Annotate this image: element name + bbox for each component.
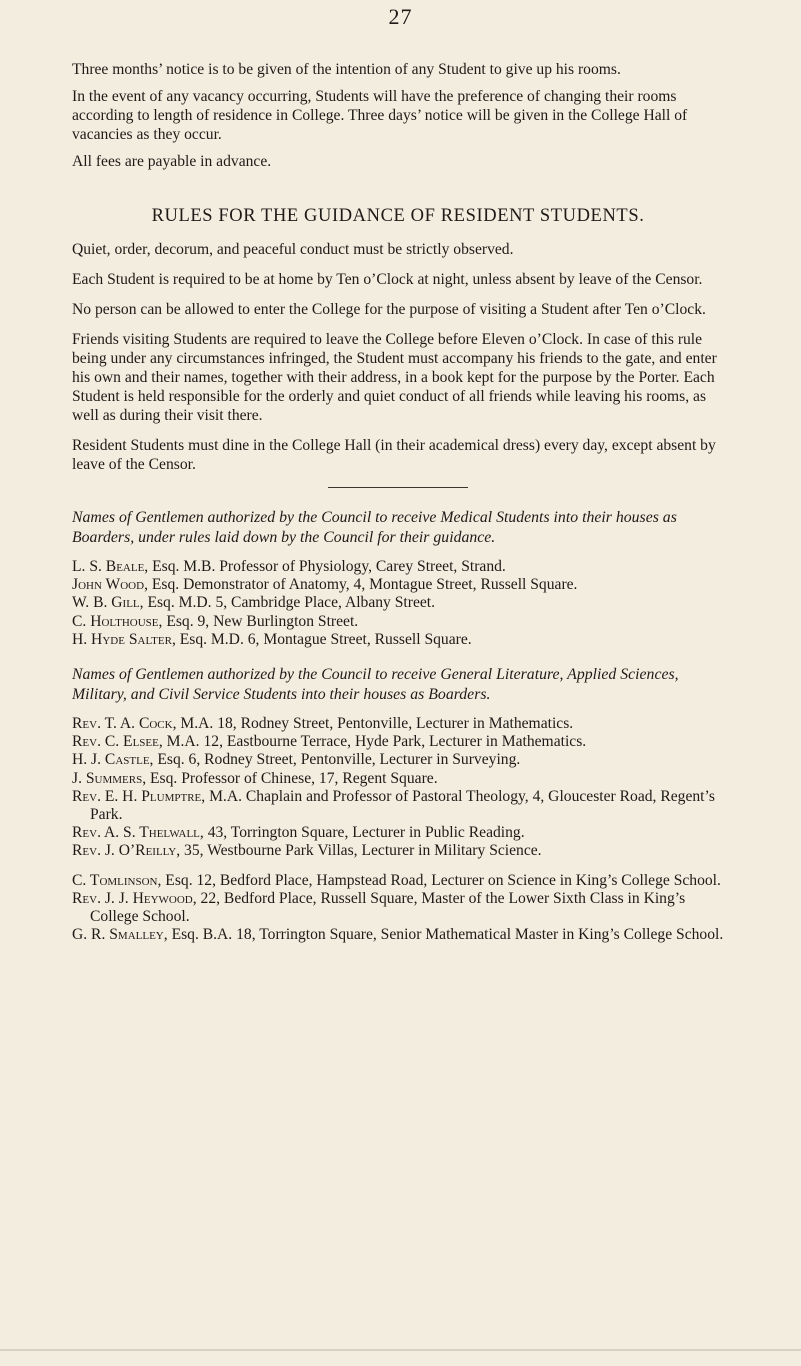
boarder-name: L. S. Beale [72, 558, 145, 575]
boarder-details: , Esq. 12, Bedford Place, Hampstead Road, Lecturer on Science in King’s College School. [157, 871, 721, 889]
boarder-entry [72, 872, 724, 890]
boarder-details: , Esq. Professor of Chinese, 17, Regent Square. [142, 769, 438, 787]
page-number: 27 [388, 4, 413, 29]
boarder-name: John Wood [72, 576, 145, 594]
boarder-name: G. R. Smalley [72, 926, 164, 944]
boarder-entry [72, 631, 724, 649]
boarder-entry [72, 594, 724, 612]
page-bottom-edge [0, 1349, 801, 1351]
rules-list [72, 240, 724, 474]
boarder-details: , Esq. Demonstrator of Anatomy, 4, Montague Street, Russell Square. [144, 576, 578, 594]
rule-paragraph: No person can be allowed to enter the College for the purpose of visiting a Student after Ten o’Clock. [72, 301, 706, 318]
boarder-entry [72, 770, 724, 788]
boarder-name: J. Summers [72, 769, 143, 787]
intro-section [72, 60, 724, 171]
general-boarders-list [72, 715, 724, 944]
boarder-name: H. Hyde Salter [72, 630, 172, 648]
intro-paragraph: Three months’ notice is to be given of the intention of any Student to give up his rooms. [72, 61, 621, 78]
boarder-entry [72, 842, 724, 860]
boarder-entry [72, 558, 724, 576]
boarder-entry [72, 613, 724, 631]
general-boarders-heading: Names of Gentlemen authorized by the Council to receive General Literature, Applied Sciences, Military, and Civil Service Students into their houses as Boarders. [72, 666, 679, 704]
boarder-details: , M.A. 18, Rodney Street, Pentonville, Lecturer in Mathematics. [172, 715, 574, 733]
boarder-details: , Esq. M.D. 6, Montague Street, Russell Square. [171, 630, 472, 648]
boarder-name: Rev. A. S. Thelwall [72, 824, 200, 842]
boarder-name: Rev. C. Elsee [72, 733, 159, 751]
boarder-entry [72, 715, 724, 733]
boarder-name: Rev. J. O’Reilly [72, 842, 177, 860]
boarder-name: C. Holthouse [72, 612, 159, 630]
rules-heading: RULES FOR THE GUIDANCE OF RESIDENT STUDENTS. [151, 206, 645, 226]
boarder-name: Rev. T. A. Cock [72, 715, 173, 733]
boarder-details: , Esq. B.A. 18, Torrington Square, Senior Mathematical Master in King’s College School. [163, 926, 724, 944]
boarder-name: C. Tomlinson [72, 871, 158, 889]
page-content [72, 60, 724, 948]
boarder-entry [72, 824, 724, 842]
boarder-entry [72, 733, 724, 751]
boarder-entry [72, 926, 724, 944]
boarder-details: , 35, Westbourne Park Villas, Lecturer in Military Science. [176, 842, 542, 860]
boarder-name: Rev. E. H. Plumptre [72, 787, 202, 805]
rule-paragraph: Friends visiting Students are required to leave the College before Eleven o’Clock. In case of this rule being under any circumstances infringed, the Student must accompany his friends to the gate, and enter his own and their names, together with their address, in a book kept for the purpose by the Porter. Each Student is held responsible for the orderly and quiet conduct of all friends while leaving his rooms, as well as during their visit there. [72, 331, 717, 424]
boarder-name: Rev. J. J. Heywood [72, 889, 193, 907]
intro-paragraph: In the event of any vacancy occurring, Students will have the preference of changing their rooms according to length of residence in College. Three days’ notice will be given in the College Hall of vacancies as they occur. [72, 88, 688, 143]
list-spacer [72, 861, 724, 872]
boarder-details: , 22, Bedford Place, Russell Square, Master of the Lower Sixth Class in King’s College School. [90, 889, 686, 926]
boarder-entry [72, 751, 724, 769]
boarder-name: W. B. Gill [72, 594, 140, 612]
boarder-details: , Esq. 6, Rodney Street, Pentonville, Lecturer in Surveying. [149, 751, 521, 769]
intro-paragraph: All fees are payable in advance. [72, 153, 272, 170]
boarder-details: , M.A. Chaplain and Professor of Pastoral Theology, 4, Gloucester Road, Regent’s Park. [90, 787, 715, 824]
medical-boarders-heading: Names of Gentlemen authorized by the Council to receive Medical Students into their houses as Boarders, under rules laid down by the Council for their guidance. [72, 509, 677, 546]
boarder-entry [72, 576, 724, 594]
boarder-details: , Esq. M.D. 5, Cambridge Place, Albany Street. [139, 594, 436, 612]
boarder-details: , Esq. M.B. Professor of Physiology, Carey Street, Strand. [144, 558, 506, 575]
boarder-details: , M.A. 12, Eastbourne Terrace, Hyde Park, Lecturer in Mathematics. [158, 733, 587, 751]
boarder-entry [72, 890, 724, 926]
rule-paragraph: Quiet, order, decorum, and peaceful conduct must be strictly observed. [72, 241, 514, 258]
rule-paragraph: Resident Students must dine in the College Hall (in their academical dress) every day, except absent by leave of the Censor. [72, 437, 716, 473]
boarder-details: , Esq. 9, New Burlington Street. [158, 612, 359, 630]
section-divider [328, 487, 468, 488]
medical-boarders-list [72, 558, 724, 649]
rule-paragraph: Each Student is required to be at home by Ten o’Clock at night, unless absent by leave of the Censor. [72, 271, 703, 288]
boarder-details: , 43, Torrington Square, Lecturer in Public Reading. [199, 824, 525, 842]
boarder-entry [72, 788, 724, 824]
boarder-name: H. J. Castle [72, 751, 150, 769]
